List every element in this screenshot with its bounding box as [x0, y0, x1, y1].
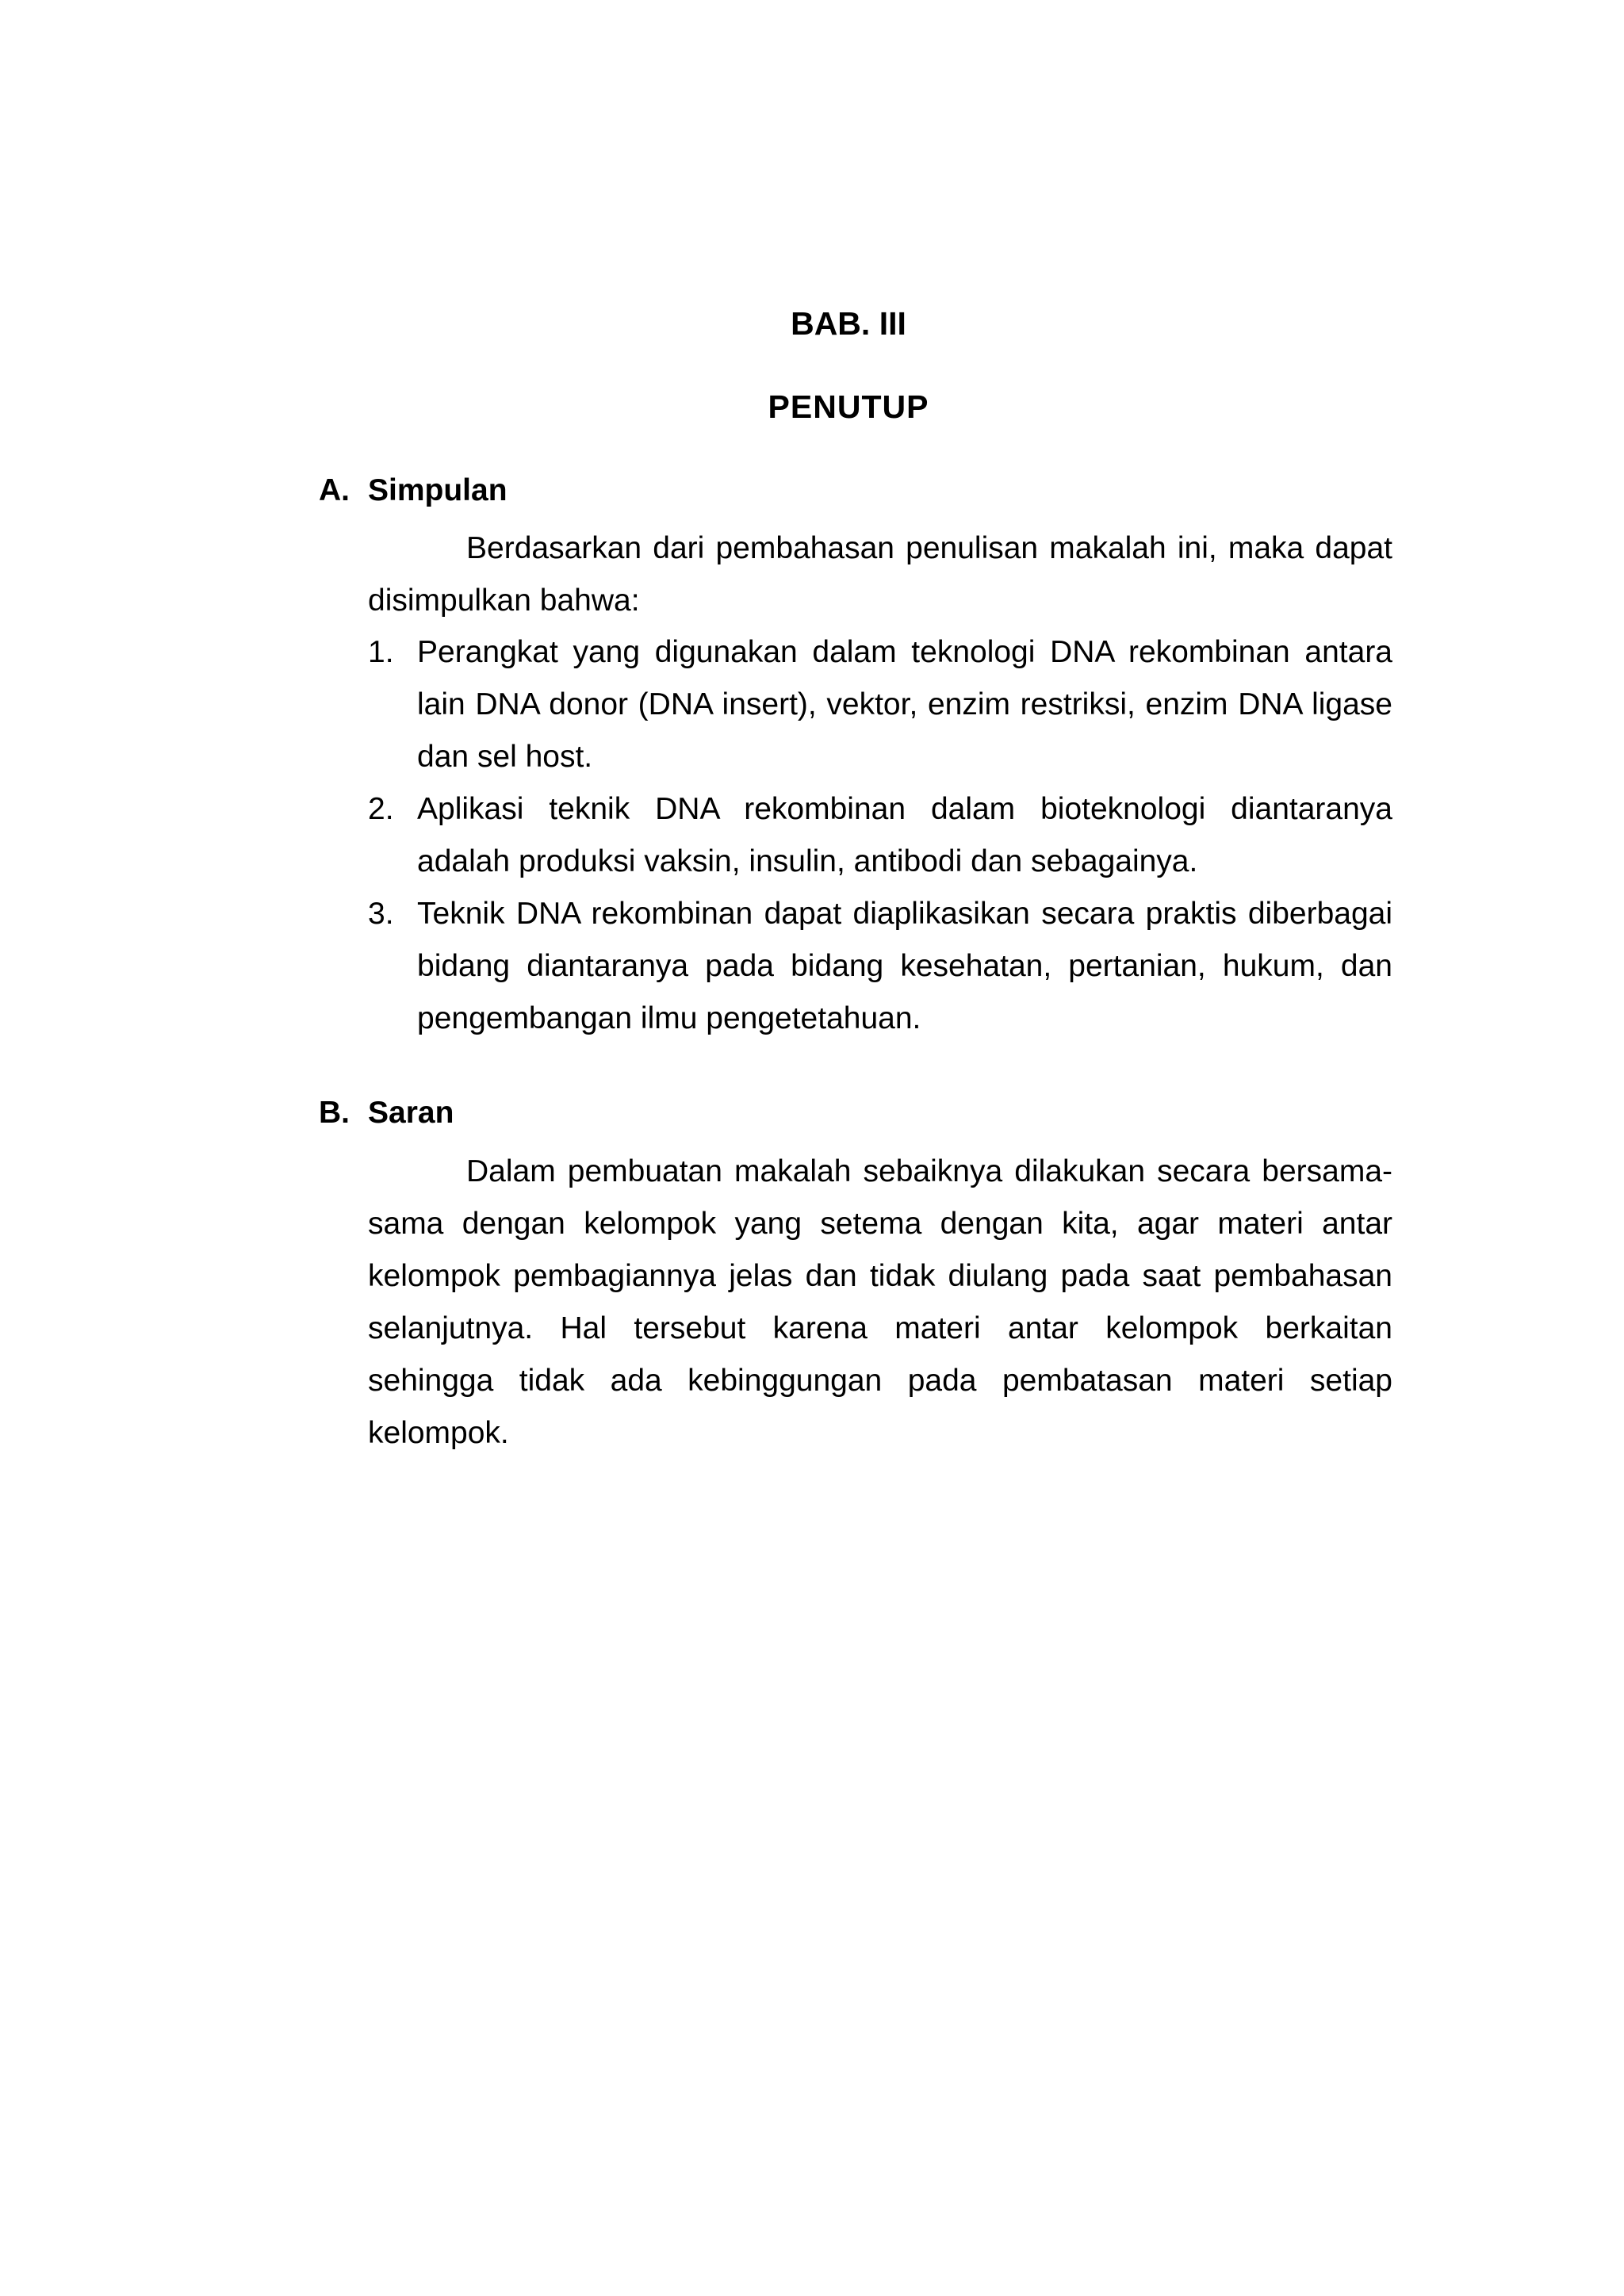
section-a-intro-text: Berdasarkan dari pembahasan penulisan makalah ini, maka dapat disimpulkan bahwa:	[368, 531, 1392, 618]
chapter-title: PENUTUP	[768, 388, 929, 425]
list-item-text: Aplikasi teknik DNA rekombinan dalam bioteknologi diantaranya adalah produksi vaksin, insulin, antibodi dan sebagainya.	[417, 792, 1392, 878]
section-b-heading	[319, 1096, 454, 1131]
section-a-intro-paragraph	[368, 522, 1392, 627]
section-a-letter: A.	[319, 473, 350, 507]
list-item-text: Perangkat yang digunakan dalam teknologi DNA rekombinan antara lain DNA donor (DNA insert), vektor, enzim restriksi, enzim DNA ligase dan sel host.	[417, 635, 1392, 774]
list-item-number: 1.	[368, 635, 394, 669]
section-b-letter: B.	[319, 1096, 350, 1130]
section-b-text: Dalam pembuatan makalah sebaiknya dilakukan secara bersama-sama dengan kelompok yang setema dengan kita, agar materi antar kelompok pembagiannya jelas dan tidak diulang pada saat pembahasan selanjutnya. Hal tersebut karena materi antar kelompok berkaitan sehingga tidak ada kebinggungan pada pembatasan materi setiap kelompok.	[368, 1154, 1392, 1450]
list-item-text: Teknik DNA rekombinan dapat diaplikasikan secara praktis diberbagai bidang diantaranya pada bidang kesehatan, pertanian, hukum, dan pengembangan ilmu pengetetahuan.	[417, 897, 1392, 1035]
section-b-paragraph	[368, 1146, 1392, 1460]
conclusion-list	[368, 626, 1392, 1045]
section-b-title: Saran	[368, 1096, 454, 1130]
list-item	[368, 888, 1392, 1045]
list-item	[368, 783, 1392, 888]
section-a-heading	[319, 473, 508, 508]
list-item	[368, 626, 1392, 783]
list-item-number: 2.	[368, 792, 394, 826]
chapter-number: BAB. III	[791, 305, 906, 342]
list-item-number: 3.	[368, 897, 394, 931]
section-a-title: Simpulan	[368, 473, 508, 507]
